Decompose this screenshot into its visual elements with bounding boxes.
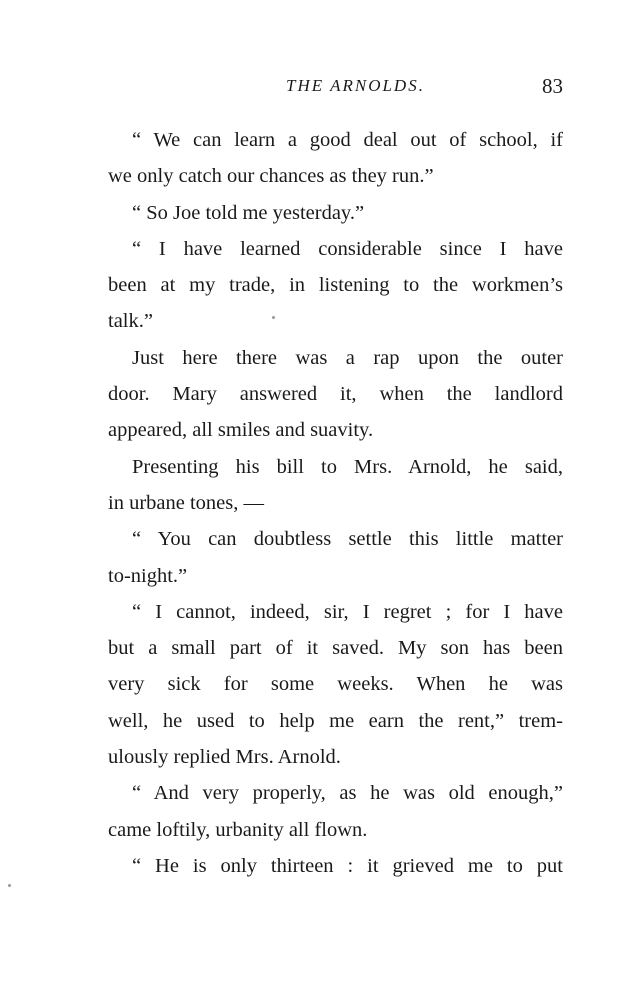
text-line: “ And very properly, as he was old enough,”: [132, 782, 563, 805]
text-line: in urbane tones, —: [108, 491, 264, 514]
paper-speck: [8, 884, 11, 887]
text-line: Just here there was a rap upon the outer: [132, 346, 563, 369]
text-line: well, he used to help me earn the rent,” trem-: [108, 709, 563, 732]
text-line: talk.”: [108, 310, 153, 333]
text-line: ulously replied Mrs. Arnold.: [108, 746, 341, 769]
text-line: Presenting his bill to Mrs. Arnold, he said,: [132, 455, 563, 478]
text-line: been at my trade, in listening to the workmen’s: [108, 274, 563, 297]
paper-speck: [272, 316, 275, 319]
text-line: door. Mary answered it, when the landlord: [108, 383, 563, 406]
text-line: to-night.”: [108, 564, 188, 587]
text-line: “ I cannot, indeed, sir, I regret ; for I have: [132, 600, 563, 623]
text-line: appeared, all smiles and suavity.: [108, 419, 374, 442]
text-line: “ So Joe told me yesterday.”: [132, 201, 365, 224]
running-title: THE ARNOLDS.: [286, 76, 425, 95]
text-line: “ We can learn a good deal out of school, if: [132, 129, 563, 151]
text-line: but a small part of it saved. My son has been: [108, 637, 563, 660]
page-number: 83: [542, 74, 563, 98]
text-line: “ He is only thirteen : it grieved me to put: [132, 854, 563, 877]
text-line: came loftily, urbanity all flown.: [108, 818, 368, 841]
body-text: [108, 122, 563, 884]
text-line: very sick for some weeks. When he was: [108, 673, 563, 696]
text-line: we only catch our chances as they run.”: [108, 165, 434, 188]
running-head: [108, 70, 563, 102]
text-line: “ I have learned considerable since I have: [132, 237, 563, 260]
text-line: “ You can doubtless settle this little matter: [132, 528, 563, 551]
